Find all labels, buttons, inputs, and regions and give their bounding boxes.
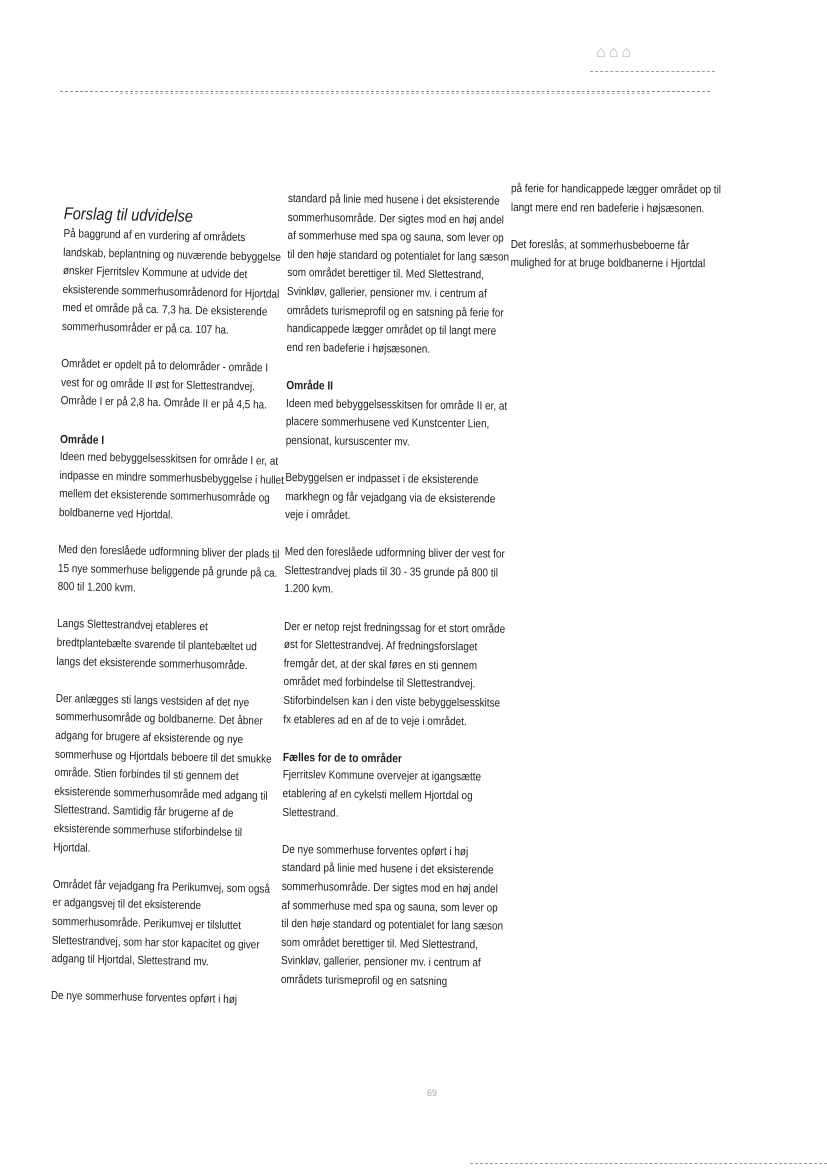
subheading-omraade-1: Område I bbox=[59, 431, 105, 447]
paragraph: Med den foreslåede udformning bliver der vest for Slettestrandvej plads til 30 - 35 grunde på 800 til 1.200 kvm. bbox=[284, 545, 505, 597]
paragraph: standard på linie med husene i det eksisterende sommerhusområde. Der sigtes mod en høj andel af sommerhuse med spa og sauna, som lever op til den høje standard og potentialet for lang sæson som området berettiger til. Med Slettestrand, Svinkløv, gallerier, pensioner mv. i centrum af områdets turismeprofil og en satsning på ferie for handicappede lægger området op til langt mere end ren badeferie i højsæsonen. bbox=[286, 191, 510, 356]
header-rule-right bbox=[590, 71, 715, 72]
paragraph: Med den foreslåede udformning bliver der plads til 15 nye sommerhuse beliggende på grunde på ca. 800 til 1.200 kvm. bbox=[57, 543, 280, 595]
paragraph: Ideen med bebyggelsesskitsen for område I er, at indpasse en mindre sommerhusbebyggelse i hullet mellem det eksisterende sommerhusområde og boldbanerne ved Hjortdal. bbox=[58, 450, 285, 522]
paragraph: På baggrund af en vurdering af områdets landskab, beplantning og nuværende bebyggelse ønsker Fjerritslev Kommune at udvide det eksisterende sommerhusområdenord for Hjortdal med et område på ca. 7,3 ha. De eksisterende sommerhusområder er på ca. 107 ha. bbox=[61, 226, 282, 337]
column-1 bbox=[50, 203, 289, 1029]
paragraph: De nye sommerhuse forventes opført i høj standard på linie med husene i det eksisterende sommerhusområde. Der sigtes mod en høj andel af sommerhuse med spa og sauna, som lever op til den høje standard og potentialet for lang sæson som området berettiger til. Med Slettestrand, Svinkløv, gallerier, pensioner mv. i centrum af områdets turismeprofil og en satsning bbox=[280, 842, 504, 988]
paragraph: Det foreslås, at sommerhusbeboerne får mulighed for at bruge boldbanerne i Hjortdal bbox=[510, 237, 706, 271]
header-rule-secondary bbox=[120, 93, 650, 94]
footer-rule bbox=[470, 1163, 827, 1164]
paragraph: Området er opdelt på to delområder - område I vest for og område II øst for Slettestrandvej. Område I er på 2,8 ha. Område II er på 4,5 ha. bbox=[60, 357, 269, 412]
column-3 bbox=[510, 180, 721, 293]
header-rule bbox=[60, 91, 710, 92]
paragraph: De nye sommerhuse forventes opført i høj bbox=[50, 989, 238, 1007]
column-2 bbox=[281, 190, 514, 1011]
paragraph: Bebyggelsen er indpasset i de eksisterende markhegn og får vejadgang via de eksisterende veje i området. bbox=[285, 470, 496, 522]
paragraph: Fjerritslev Kommune overvejer at igangsætte etablering af en cykelsti mellem Hjortdal og Slettestrand. bbox=[282, 768, 482, 820]
paragraph: Der er netop rejst fredningssag for et stort område øst for Slettestrandvej. Af fredningsforslaget fremgår det, at der skal føres en sti gennem området med forbindelse til Slettestrandvej. Stiforbindelsen kan i den viste bebyggelsesskitse fx etableres ad en af de to veje i området. bbox=[283, 619, 506, 728]
page-number: 69 bbox=[427, 1088, 438, 1098]
paragraph: Ideen med bebyggelsesskitsen for område II er, at placere sommerhusene ved Kunstcenter Lien, pensionat, kursuscenter mv. bbox=[285, 396, 508, 449]
paragraph: Der anlægges sti langs vestsiden af det nye sommerhusområde og boldbanerne. Det åbner adgang for brugere af eksisterende og nye sommerhuse og Hjortdals beboere til det smukke område. Stien forbindes til sti gennem det eksisterende sommerhusområde med adgang til Slettestrand. Samtidig får brugerne af de eksisterende sommerhuse stiforbindelse til Hjortdal. bbox=[53, 691, 272, 855]
subheading-omraade-2: Område II bbox=[286, 377, 334, 393]
section-heading: Forslag til udvidelse bbox=[63, 203, 194, 226]
paragraph: Langs Slettestrandvej etableres et bredtplantebælte svarende til plantebæltet ud langs det eksisterende sommerhusområde. bbox=[56, 617, 257, 672]
subheading-faelles: Fælles for de to områder bbox=[282, 749, 402, 766]
paragraph: på ferie for handicappede lægger området op til langt mere end ren badeferie i højsæsonen. bbox=[510, 181, 722, 215]
corner-decoration-icon: ⌂⌂⌂ bbox=[596, 44, 634, 61]
paragraph: Området får vejadgang fra Perikumvej, som også er adgangsvej til det eksisterende sommerhusområde. Perikumvej er tilsluttet Slettestrandvej, som har stor kapacitet og giver adgang til Hjortdal, Slettestrand mv. bbox=[51, 877, 271, 969]
